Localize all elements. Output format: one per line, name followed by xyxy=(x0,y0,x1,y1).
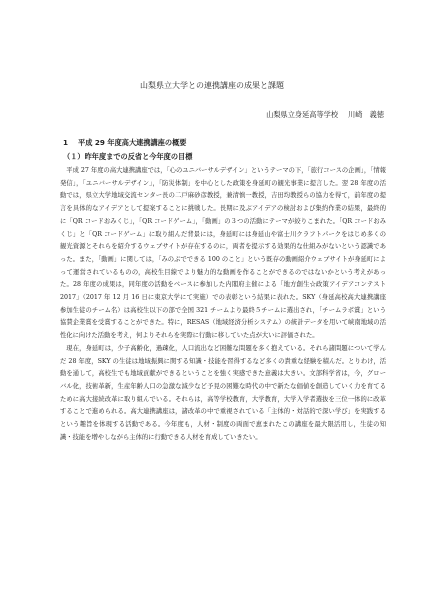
document-title: 山梨県立大学との連携講座の成果と課題 xyxy=(140,81,284,90)
section-heading xyxy=(63,138,186,148)
subsection-heading: （１）昨年度までの反省と今年度の目標 xyxy=(63,152,193,161)
author-name: 川崎 義徳 xyxy=(348,110,384,119)
paragraph-1: 平成 27 年度の高大連携講座では，「心のユニバーサルデザイン」というテーマの下，「旅行コースの企画」，「情報発信」，「ユニバーサルデザイン」，「防災体制」を中心とした政策を身延町の観光事業に提言した。翌 28 年度の活動では，県立大学地域交流センター長の二戸麻砂彦教授，兼清慎一教授，吉田均教授らの協力を得て，前年度の提言を具体的なアイデアとして提案することに挑戦した。長期に及ぶアイデアの検討および集約作業の結果，最終的に「QR コードおみくじ」，「QR コードゲーム」，「動画」の３つの活動にテーマが絞りこまれた。「QR コードおみくじ」と「QR コードゲーム」に取り組んだ背景には，身延町には身延山や富士川クラフトパークをはじめ多くの観光資源とそれらを紹介するウェブサイトが存在するのに，両者を提示する効果的な仕組みがないという認識であった。また，「動画」に関しては，「みのぶでできる 100 のこと」という既存の動画紹介ウェブサイトが身延町によって運営されているものの，高校生目線でより魅力的な動画を作ることができるのではないかという考えがあった。28 年度の成果は，同年度の活動をベースに参加した内閣府主催による「地方創生☆政策アイデアコンテスト 2017」（2017 年 12 月 16 日に東京大学にて実施）での表彰という結果に表れた。SKY（身延高校高大連携講座参加生徒のチーム名）は高校生以下の部で全国 321 チームより最終５チームに選出され，「チームラボ賞」という協賛企業賞を受賞することができた。特に，RESAS（地域経済分析システム）の統計データを用いて峡南地域の活性化に向けた活動を考え，何よりそれらを実際に行動に移していた点が大いに評価された。 xyxy=(60,167,386,340)
section-title: 平成 29 年度高大連携講座の概要 xyxy=(78,138,187,147)
paragraph-2: 現在，身延町は，少子高齢化，過疎化，人口流出など困難な問題を多く抱えている。それら諸問題について学んだ 28 年度，SKY の生徒は地域振興に関する知識・技能を習得するなど多くの貴重な経験を積んだ。とりわけ，活動を通して，高校生でも地域貢献ができるということを強く実感できた意義は大きい。文部科学省は，今，グローバル化，技術革新，生産年齢人口の急激な減少など予見の困難な時代の中で新たな価値を創造していく力を育てるために高大接続改革に取り組んでいる。それらは，高等学校教育，大学教育，大学入学者選抜を三位一体的に改革することで進められる。高大連携講座は，諸改革の中で重視されている「主体的・対話的で深い学び」を実践するという趣旨を体現する活動である。今年度も，人材・制度の両面で恵まれたこの講座を最大限活用し，生徒の知識・技能を増やしながら主体的に行動できる人材を育成していきたい。 xyxy=(60,344,386,441)
author-line xyxy=(266,110,384,120)
author-school: 山梨県立身延高等学校 xyxy=(266,110,339,119)
body-text xyxy=(60,165,386,444)
section-number: 1 xyxy=(63,138,69,147)
